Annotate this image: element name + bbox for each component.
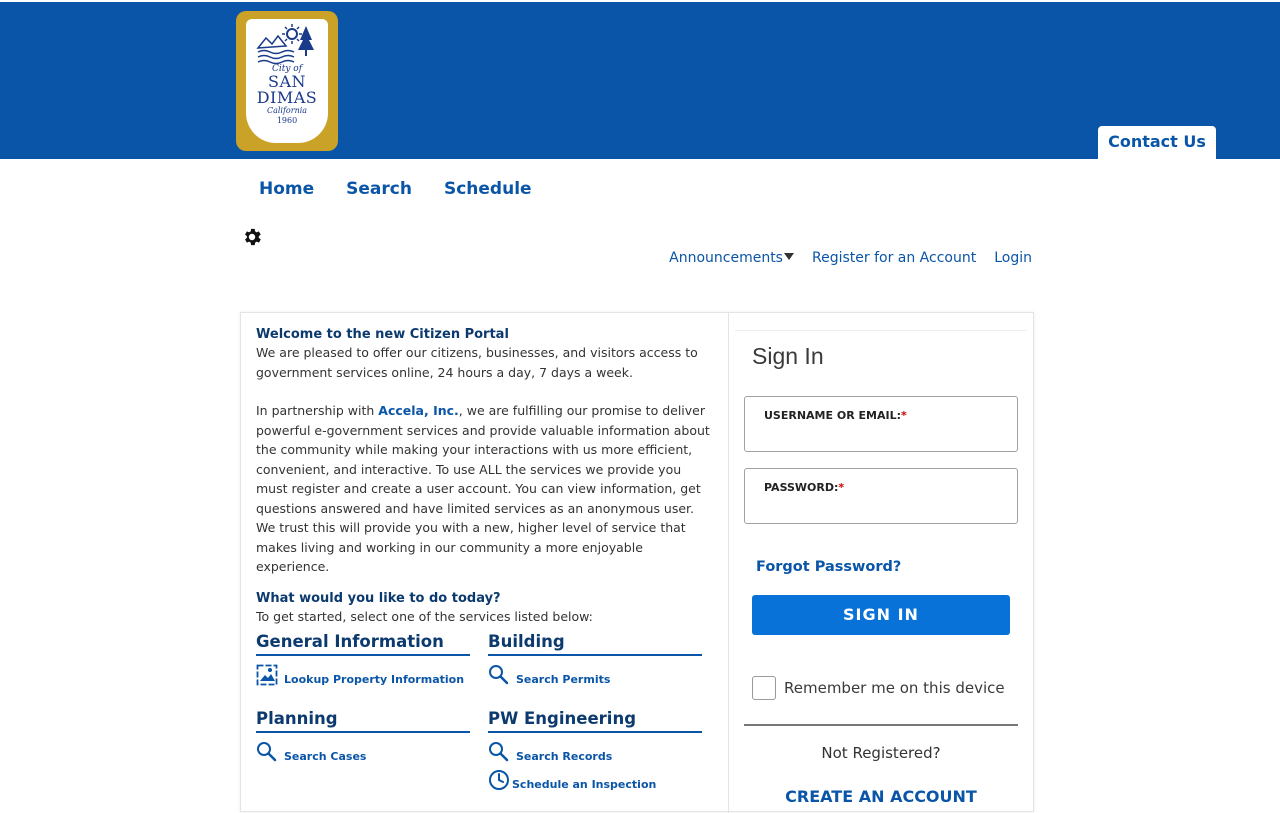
create-account-link[interactable]: CREATE AN ACCOUNT bbox=[785, 787, 977, 806]
nav-home[interactable]: Home bbox=[259, 179, 315, 199]
announcements-label: Announcements bbox=[669, 250, 783, 266]
service-general-information bbox=[256, 632, 470, 686]
panel-divider bbox=[728, 313, 729, 813]
account-links bbox=[651, 250, 1032, 266]
service-title: PW Engineering bbox=[488, 709, 702, 733]
service-pw-engineering bbox=[488, 709, 702, 791]
schedule-inspection-link[interactable] bbox=[488, 767, 702, 791]
property-map-icon bbox=[256, 664, 278, 686]
announcements-menu[interactable] bbox=[669, 250, 794, 266]
caret-down-icon bbox=[784, 253, 794, 260]
search-icon bbox=[488, 664, 510, 686]
logo-seal bbox=[246, 19, 328, 143]
signin-panel bbox=[735, 330, 1027, 813]
contact-us-tab[interactable]: Contact Us bbox=[1098, 126, 1216, 161]
partnership-text: , we are fulfilling our promise to deliver powerful e-government services and provide valuable information about the community while making your interactions with us more efficient, convenient, and interactive. To use ALL the services we provide you must register and create a user account. You can view information, get questions answered and have limited services as an anonymous user. We trust this will provide you with a new, higher level of service that makes living and working in our community a more enjoyable experience. bbox=[256, 403, 710, 574]
required-mark: * bbox=[838, 481, 845, 494]
service-title: General Information bbox=[256, 632, 470, 656]
required-mark: * bbox=[900, 409, 907, 422]
logo-text-california: California bbox=[266, 106, 308, 115]
search-cases-link[interactable] bbox=[256, 739, 470, 763]
signin-title: Sign In bbox=[752, 343, 824, 369]
sign-in-button[interactable]: SIGN IN bbox=[752, 595, 1010, 635]
welcome-intro: We are pleased to offer our citizens, businesses, and visitors access to government services online, 24 hours a day, 7 days a week. bbox=[256, 345, 698, 380]
welcome-section bbox=[256, 327, 711, 626]
partnership-prefix: In partnership with bbox=[256, 403, 379, 418]
search-records-label: Search Records bbox=[516, 750, 613, 763]
schedule-inspection-label: Schedule an Inspection bbox=[512, 778, 657, 791]
remember-me-label: Remember me on this device bbox=[784, 679, 1005, 697]
todo-heading: What would you like to do today? bbox=[256, 590, 501, 606]
remember-me bbox=[752, 676, 1005, 700]
separator bbox=[744, 724, 1018, 726]
username-label: USERNAME OR EMAIL: bbox=[764, 409, 901, 422]
todo-text: To get started, select one of the services listed below: bbox=[256, 608, 593, 624]
service-title: Building bbox=[488, 632, 702, 656]
username-field[interactable] bbox=[744, 396, 1018, 452]
lookup-property-link[interactable] bbox=[256, 662, 470, 686]
forgot-password-link[interactable]: Forgot Password? bbox=[756, 559, 902, 575]
search-permits-label: Search Permits bbox=[516, 673, 611, 686]
accela-link[interactable]: Accela, Inc. bbox=[378, 403, 459, 418]
search-icon bbox=[488, 741, 510, 763]
register-link[interactable]: Register for an Account bbox=[811, 250, 977, 266]
logo-text-year: 1960 bbox=[276, 116, 298, 125]
logo-text-dimas: DIMAS bbox=[256, 88, 318, 107]
lookup-property-label: Lookup Property Information bbox=[284, 673, 465, 686]
nav-search[interactable]: Search bbox=[346, 179, 412, 199]
gear-icon[interactable] bbox=[241, 226, 263, 248]
search-icon bbox=[256, 741, 278, 763]
site-header bbox=[0, 2, 1280, 159]
search-records-link[interactable] bbox=[488, 739, 702, 763]
service-building bbox=[488, 632, 702, 686]
remember-me-checkbox[interactable] bbox=[752, 676, 776, 700]
service-title: Planning bbox=[256, 709, 470, 733]
main-content-panel bbox=[240, 312, 1034, 812]
main-nav bbox=[243, 176, 548, 202]
welcome-partnership bbox=[256, 401, 711, 577]
city-logo[interactable] bbox=[236, 11, 338, 151]
welcome-heading: Welcome to the new Citizen Portal bbox=[256, 327, 509, 342]
search-permits-link[interactable] bbox=[488, 662, 702, 686]
not-registered-text: Not Registered? bbox=[821, 744, 941, 762]
logo-text-city-of: City of bbox=[271, 64, 303, 74]
login-link[interactable]: Login bbox=[994, 250, 1032, 266]
search-cases-label: Search Cases bbox=[284, 750, 367, 763]
logo-text-san: SAN bbox=[267, 72, 306, 91]
password-field[interactable] bbox=[744, 468, 1018, 524]
landscape-icon bbox=[256, 22, 318, 64]
clock-icon bbox=[488, 769, 510, 791]
service-planning bbox=[256, 709, 470, 763]
password-label: PASSWORD: bbox=[764, 481, 839, 494]
nav-schedule[interactable]: Schedule bbox=[443, 179, 532, 199]
